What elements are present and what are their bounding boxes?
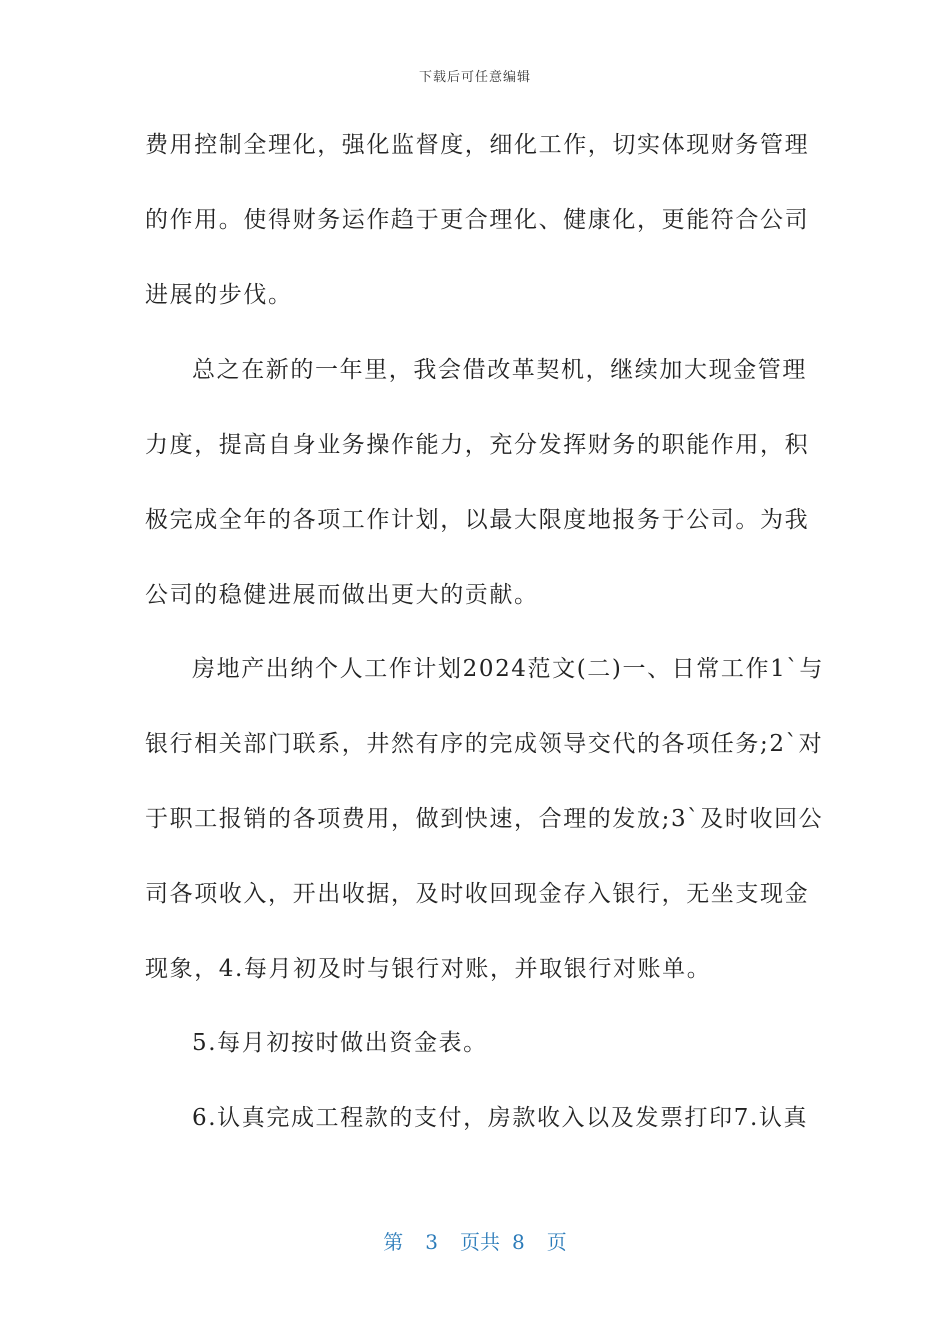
page-header: 下载后可任意编辑 bbox=[418, 70, 531, 85]
paragraph-start-line: 5.每月初按时做出资金表。 bbox=[192, 1030, 488, 1056]
text-line: 银行相关部门联系，井然有序的完成领导交代的各项任务;2`对 bbox=[145, 731, 824, 757]
paragraph-start-line: 总之在新的一年里，我会借改革契机，继续加大现金管理 bbox=[192, 357, 807, 383]
paragraph-start-line: 6.认真完成工程款的支付，房款收入以及发票打印7.认真 bbox=[192, 1105, 809, 1131]
text-line: 力度，提高自身业务操作能力，充分发挥财务的职能作用，积 bbox=[145, 432, 810, 458]
text-line: 费用控制全理化，强化监督度，细化工作，切实体现财务管理 bbox=[145, 132, 810, 158]
text-line: 极完成全年的各项工作计划，以最大限度地报务于公司。为我 bbox=[145, 507, 810, 533]
text-line: 司各项收入，开出收据，及时收回现金存入银行，无坐支现金 bbox=[145, 881, 810, 907]
total-pages-number: 8 bbox=[512, 1230, 525, 1254]
text-line: 现象，4.每月初及时与银行对账，并取银行对账单。 bbox=[145, 956, 712, 982]
page-mid: 页共 bbox=[460, 1230, 500, 1254]
page-prefix: 第 bbox=[383, 1230, 404, 1254]
paragraph-start-line: 房地产出纳个人工作计划2024范文(二)一、日常工作1`与 bbox=[192, 656, 825, 682]
current-page-number: 3 bbox=[425, 1230, 438, 1254]
text-line: 的作用。使得财务运作趋于更合理化、健康化，更能符合公司 bbox=[145, 207, 810, 233]
text-line: 公司的稳健进展而做出更大的贡献。 bbox=[145, 582, 539, 608]
text-line: 进展的步伐。 bbox=[145, 282, 293, 308]
text-line: 于职工报销的各项费用，做到快速，合理的发放;3`及时收回公 bbox=[145, 806, 824, 832]
page-footer bbox=[0, 1226, 950, 1255]
page-suffix: 页 bbox=[546, 1230, 567, 1254]
